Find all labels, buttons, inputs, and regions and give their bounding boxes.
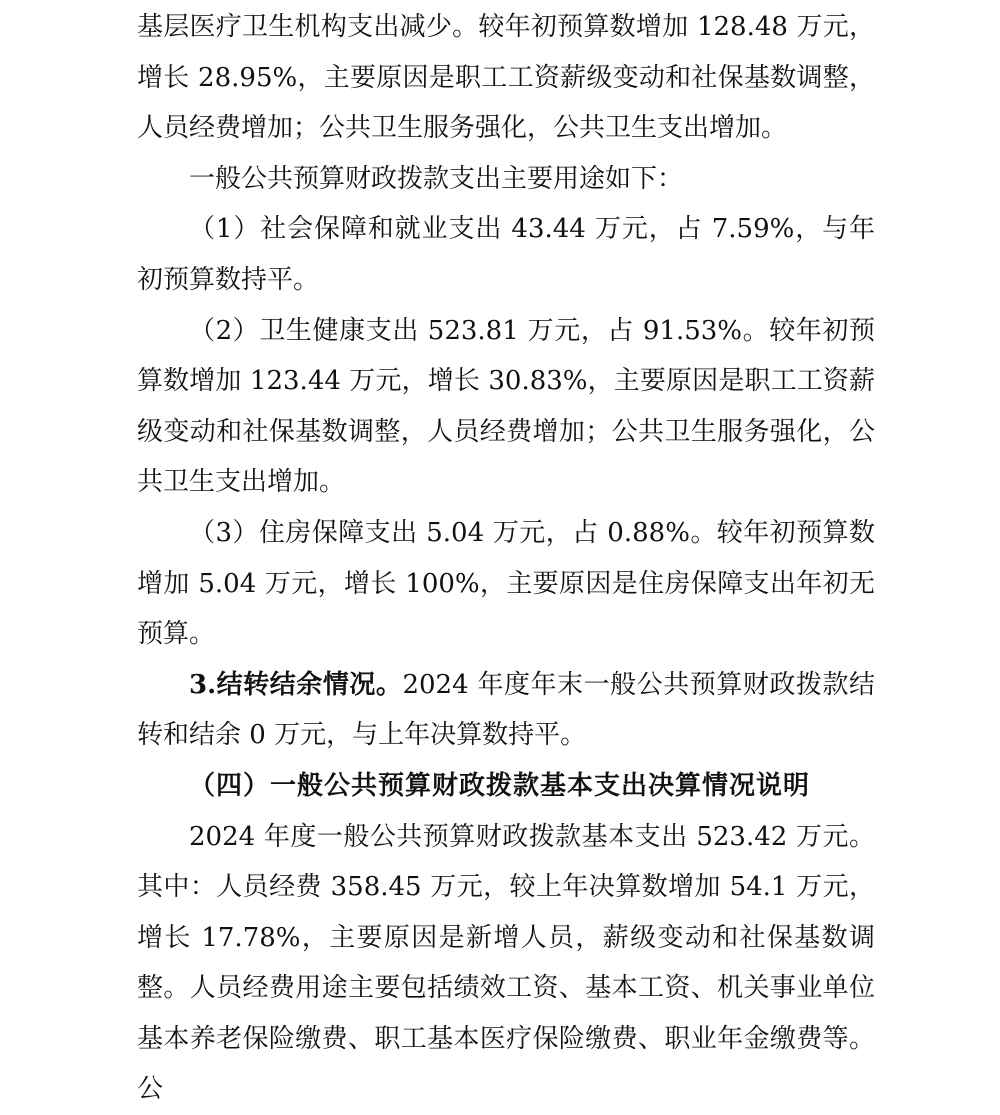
carryover-text: 2024 年度年末一般公共预算财政拨款结转和结余 0 万元，与上年决算数持平。 bbox=[137, 670, 875, 751]
document-page bbox=[137, 0, 875, 1115]
paragraph-housing-expense: （3）住房保障支出 5.04 万元，占 0.88%。较年初预算数增加 5.04 万元，增长 100%，主要原因是住房保障支出年初无预算。 bbox=[137, 508, 875, 660]
paragraph-carryover-balance bbox=[137, 660, 875, 761]
paragraph-main-uses-intro: 一般公共预算财政拨款支出主要用途如下： bbox=[137, 154, 875, 205]
paragraph-social-security-expense: （1）社会保障和就业支出 43.44 万元，占 7.59%，与年初预算数持平。 bbox=[137, 204, 875, 305]
paragraph-basic-expense-detail: 2024 年度一般公共预算财政拨款基本支出 523.42 万元。其中：人员经费 358.45 万元，较上年决算数增加 54.1 万元，增长 17.78%，主要原因是新增人员，薪级变动和社保基数调整。人员经费用途主要包括绩效工资、基本工资、机关事业单位基本养老保险缴费、职工基本医疗保险缴费、职业年金缴费等。公 bbox=[137, 812, 875, 1115]
paragraph-health-institution-expense: 基层医疗卫生机构支出减少。较年初预算数增加 128.48 万元，增长 28.95%，主要原因是职工工资薪级变动和社保基数调整，人员经费增加；公共卫生服务强化，公共卫生支出增加。 bbox=[137, 2, 875, 154]
carryover-title: 3.结转结余情况。 bbox=[189, 670, 402, 700]
paragraph-health-expense: （2）卫生健康支出 523.81 万元，占 91.53%。较年初预算数增加 123.44 万元，增长 30.83%，主要原因是职工工资薪级变动和社保基数调整，人员经费增加；公共卫生服务强化，公共卫生支出增加。 bbox=[137, 306, 875, 508]
section-heading-basic-expense: （四）一般公共预算财政拨款基本支出决算情况说明 bbox=[137, 761, 875, 812]
